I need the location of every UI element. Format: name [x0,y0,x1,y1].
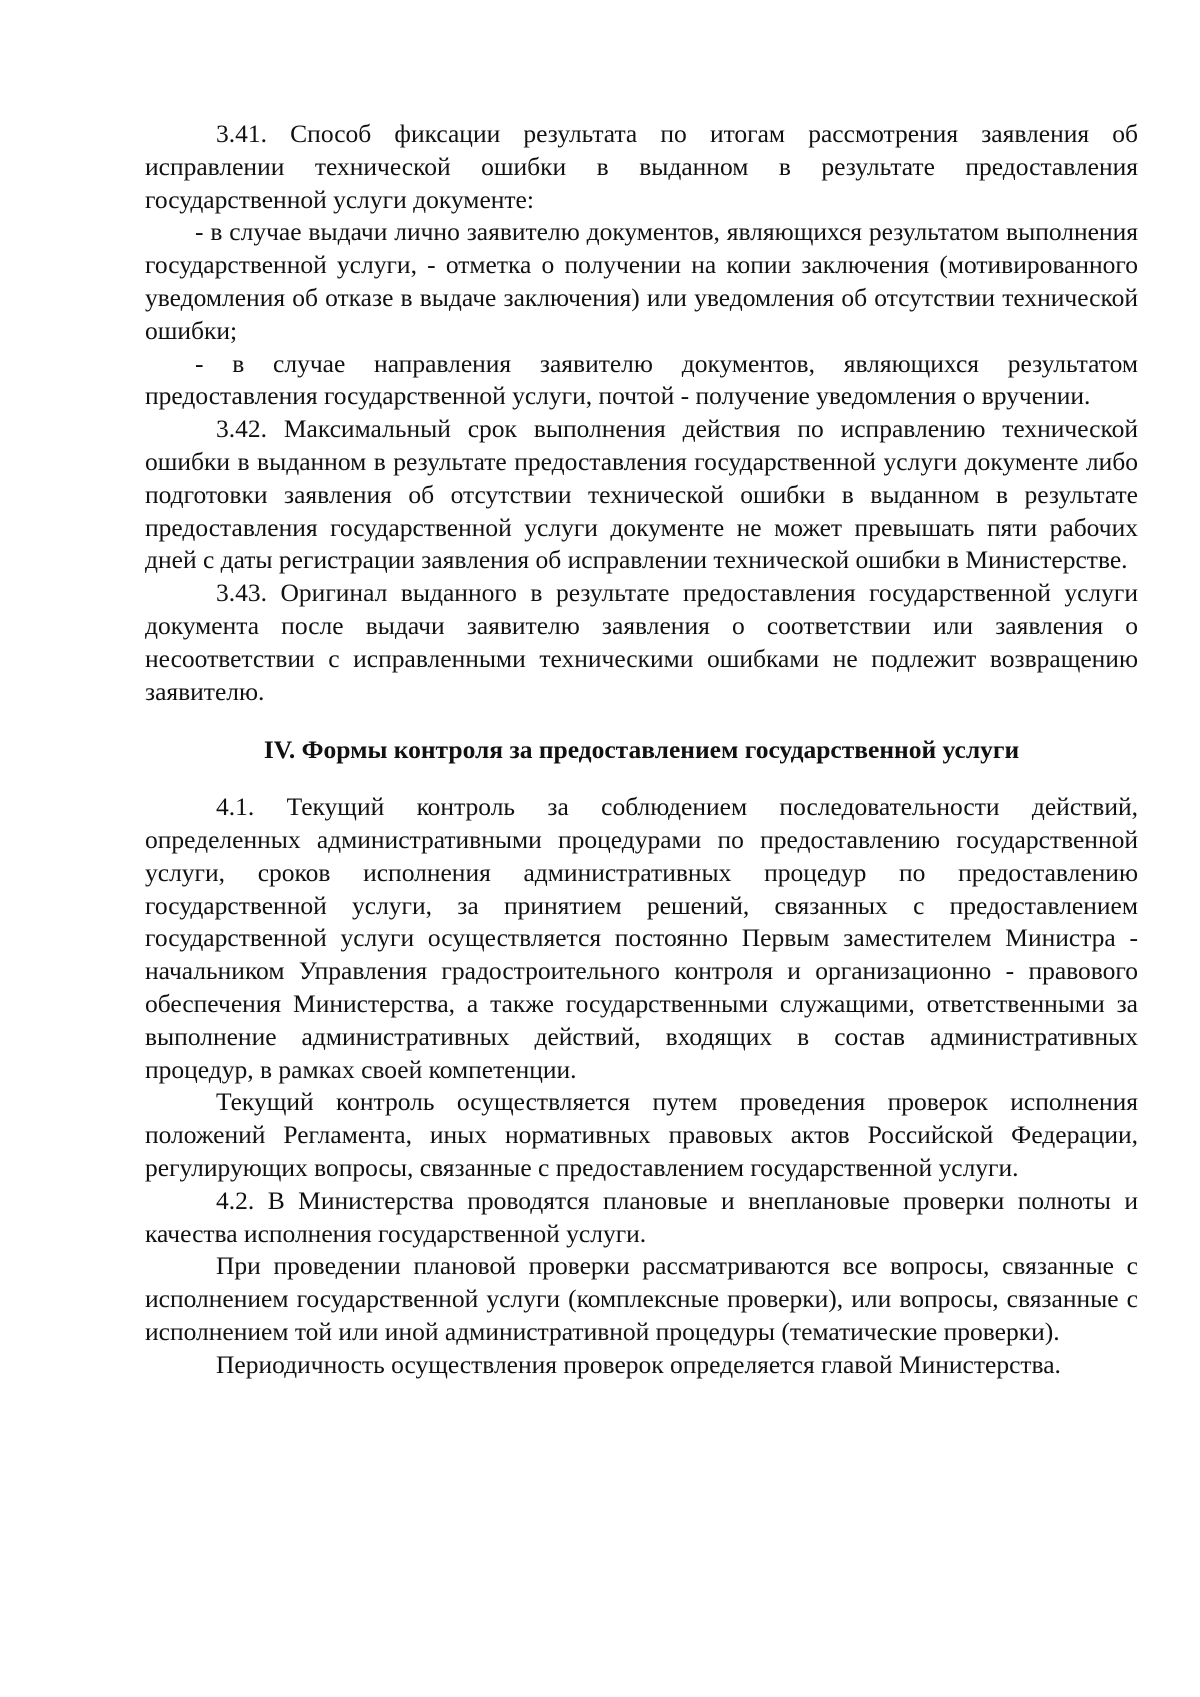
paragraph-4-1: 4.1. Текущий контроль за соблюдением последовательности действий, определенных административными процедурами по предоставлению государственной услуги, сроков исполнения административных процедур по предоставлению государственной услуги, за принятием решений, связанных с предоставлением государственной услуги осуществляется постоянно Первым заместителем Министра - начальником Управления градостроительного контроля и организационно - правового обеспечения Министерства, а также государственными служащими, ответственными за выполнение административных действий, входящих в состав административных процедур, в рамках своей компетенции. [145,792,1138,1084]
list-item-personal-delivery: - в случае выдачи лично заявителю документов, являющихся результатом выполнения государственной услуги, - отметка о получении на копии заключения (мотивированного уведомления об отказе в выдаче заключения) или уведомления об отсутствии технической ошибки; [145,217,1138,345]
section-heading: IV. Формы контроля за предоставлением государственной услуги [263,735,1020,765]
paragraph-4-2: 4.2. В Министерства проводятся плановые и внеплановые проверки полноты и качества исполнения государственной услуги. [145,1185,1138,1248]
paragraph-3-41: 3.41. Способ фиксации результата по итогам рассмотрения заявления об исправлении технической ошибки в выданном в результате предоставления государственной услуги документе: [145,119,1138,214]
document-page [145,118,1138,1381]
paragraph-3-42: 3.42. Максимальный срок выполнения действия по исправлению технической ошибки в выданном в результате предоставления государственной услуги документе либо подготовки заявления об отсутствии технической ошибки в выданном в результате предоставления государственной услуги документе не может превышать пяти рабочих дней с даты регистрации заявления об исправлении технической ошибки в Министерстве. [145,414,1138,575]
paragraph-current-control: Текущий контроль осуществляется путем проведения проверок исполнения положений Регламента, иных нормативных правовых актов Российской Федерации, регулирующих вопросы, связанные с предоставлением государственной услуги. [145,1087,1138,1182]
paragraph-3-43: 3.43. Оригинал выданного в результате предоставления государственной услуги документа после выдачи заявителю заявления о соответствии или заявления о несоответствии с исправленными техническими ошибками не подлежит возвращению заявителю. [145,578,1138,706]
paragraph-periodicity: Периодичность осуществления проверок определяется главой Министерства. [216,1349,1061,1379]
paragraph-planned-inspection: При проведении плановой проверки рассматриваются все вопросы, связанные с исполнением государственной услуги (комплексные проверки), или вопросы, связанные с исполнением той или иной административной процедуры (тематические проверки). [145,1251,1138,1346]
list-item-postal-delivery: - в случае направления заявителю документов, являющихся результатом предоставления государственной услуги, почтой - получение уведомления о вручении. [145,348,1138,411]
